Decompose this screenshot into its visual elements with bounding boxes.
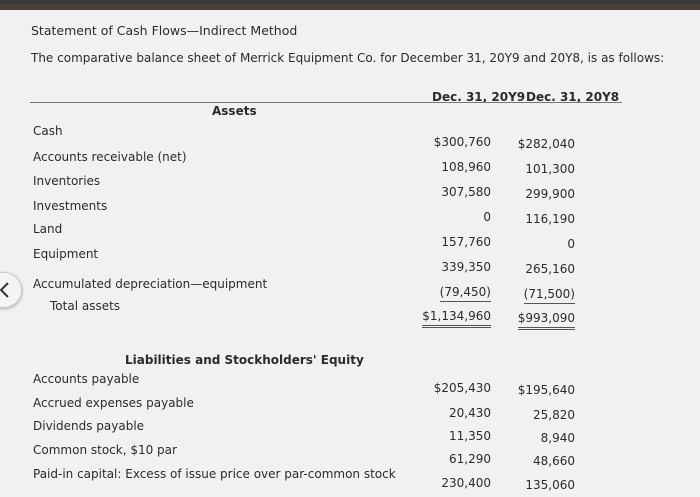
row-label-accrued-expenses: Accrued expenses payable [33,396,194,410]
cell-paid-in-20y8: 135,060 [525,478,575,492]
cell-investments-20y8: 116,190 [525,212,575,226]
row-label-accounts-receivable: Accounts receivable (net) [33,150,187,164]
cell-common-stock-20y8: 48,660 [533,454,575,468]
cell-common-stock-20y9: 61,290 [449,452,491,466]
cell-paid-in-20y9: 230,400 [441,476,491,490]
cell-equipment-20y8: 265,160 [525,262,575,276]
top-edge [0,4,700,10]
row-label-accounts-payable: Accounts payable [33,372,140,386]
cell-ap-20y8: $195,640 [517,383,575,397]
row-label-investments: Investments [33,199,108,213]
row-label-total-assets: Total assets [50,299,121,313]
column-header-20y9: Dec. 31, 20Y9 [432,90,526,104]
cell-investments-20y9: 0 [483,210,491,224]
header-rule [30,102,622,103]
cell-equipment-20y9: 339,350 [441,260,491,274]
row-label-accumulated-depreciation: Accumulated depreciation—equipment [33,277,268,291]
worksheet-page [0,4,700,497]
cell-cash-20y8: $282,040 [517,137,575,151]
cell-ap-20y9: $205,430 [433,381,491,395]
intro-text: The comparative balance sheet of Merrick Equipment Co. for December 31, 20Y9 and 20Y8, is as follows: [31,51,665,65]
cell-dividends-20y8: 8,940 [540,431,575,445]
cell-land-20y8: 0 [567,237,575,251]
column-header-20y8: Dec. 31, 20Y8 [526,90,620,104]
cell-inventories-20y9: 307,580 [441,185,491,199]
row-label-cash: Cash [33,124,63,138]
cell-cash-20y9: $300,760 [433,135,491,149]
row-label-common-stock: Common stock, $10 par [33,443,177,457]
cell-accrued-20y8: 25,820 [533,408,575,422]
liabilities-heading: Liabilities and Stockholders' Equity [125,353,364,367]
previous-page-button[interactable] [0,272,22,308]
cell-land-20y9: 157,760 [441,235,491,249]
row-label-paid-in-capital: Paid-in capital: Excess of issue price over par-common stock [33,467,396,481]
row-label-dividends-payable: Dividends payable [33,419,145,433]
cell-accrued-20y9: 20,430 [449,406,491,420]
cell-total-assets-20y8: $993,090 [518,311,575,330]
cell-ar-20y9: 108,960 [441,160,491,174]
assets-heading: Assets [212,104,257,118]
cell-dividends-20y9: 11,350 [449,429,491,443]
chevron-left-icon [0,282,11,298]
page-title: Statement of Cash Flows—Indirect Method [31,23,298,38]
cell-inventories-20y8: 299,900 [525,187,575,201]
row-label-equipment: Equipment [33,247,99,261]
row-label-land: Land [33,222,63,236]
cell-accum-dep-20y8: (71,500) [524,287,575,304]
cell-ar-20y8: 101,300 [525,162,575,176]
row-label-inventories: Inventories [33,174,101,188]
cell-accum-dep-20y9: (79,450) [440,285,491,302]
cell-total-assets-20y9: $1,134,960 [422,309,491,328]
